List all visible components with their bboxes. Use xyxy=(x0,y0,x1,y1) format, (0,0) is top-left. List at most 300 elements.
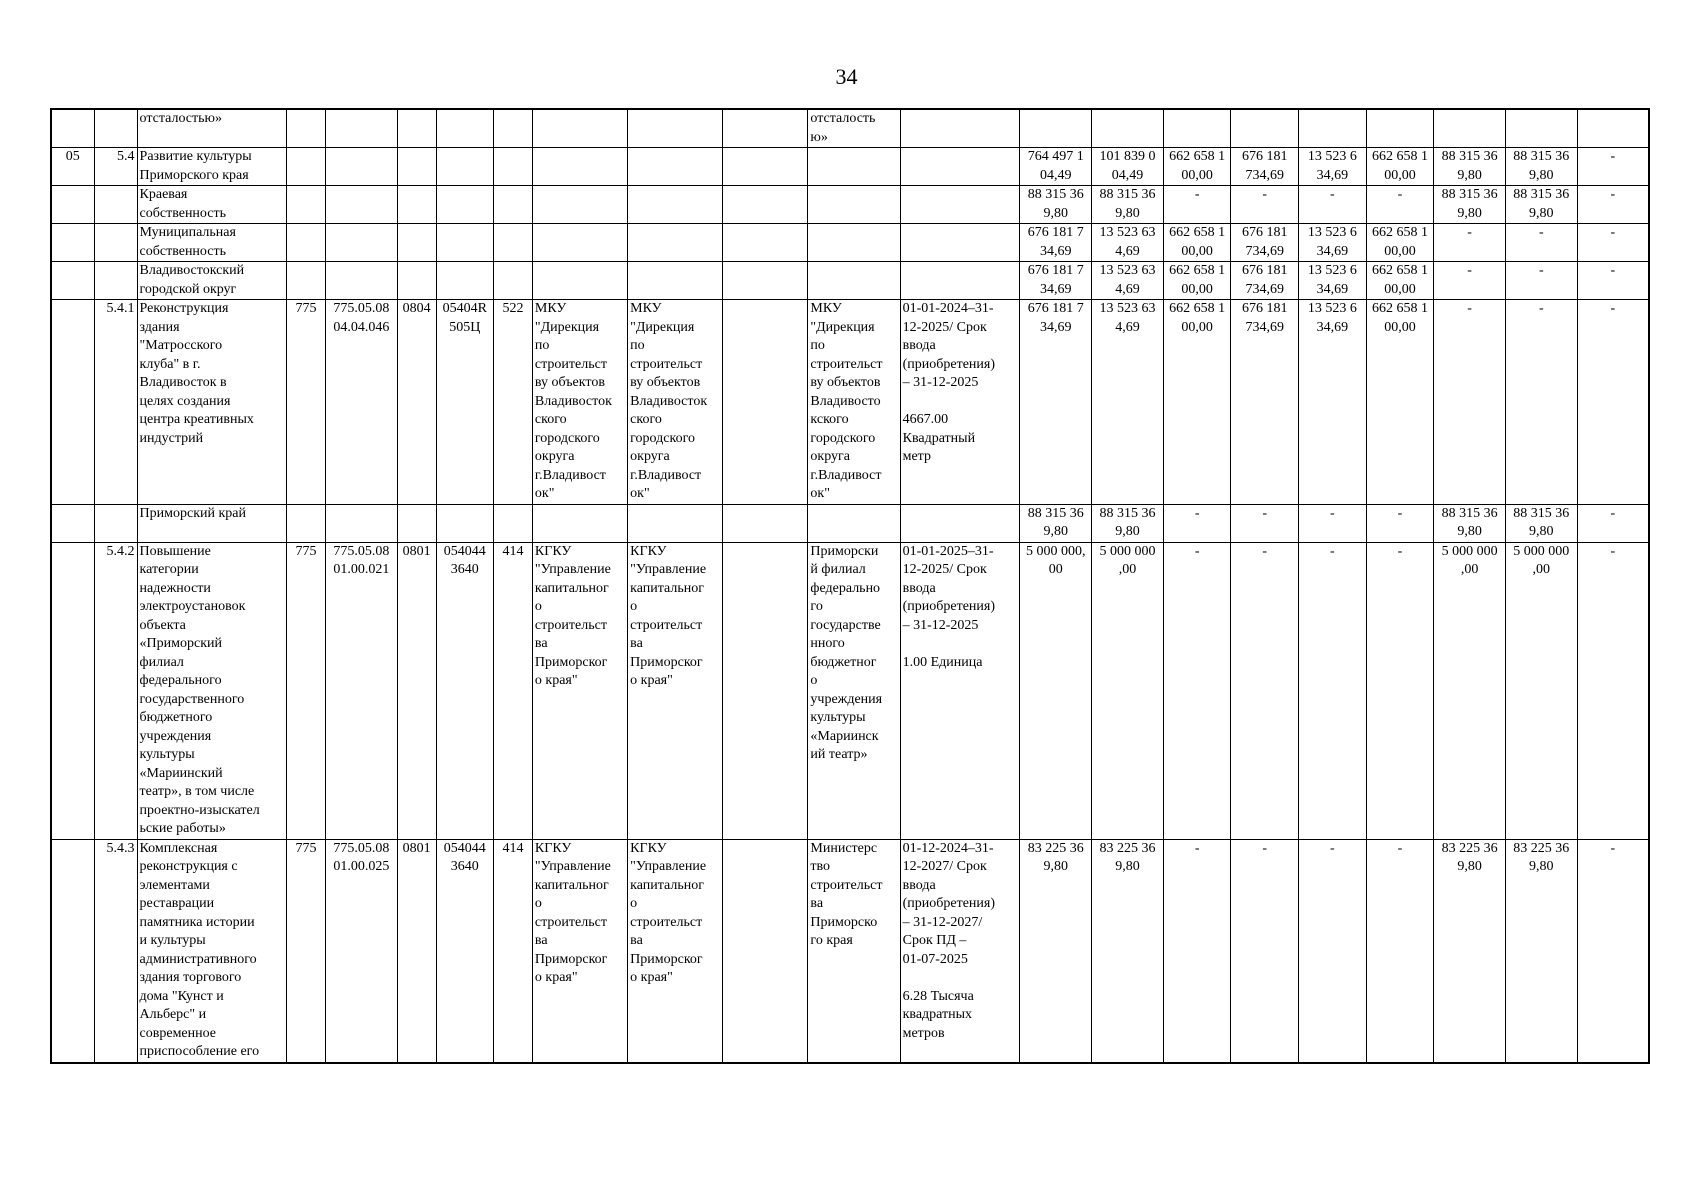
cell-text: 775.05.08 01.00.021 xyxy=(333,543,390,577)
cell-text: - xyxy=(1194,840,1200,856)
table-cell xyxy=(1366,262,1434,300)
table-cell xyxy=(1231,262,1299,300)
table-cell xyxy=(723,504,808,542)
table-cell xyxy=(723,186,808,224)
cell-text: 05 xyxy=(65,149,80,164)
cell-text: 88 315 36 9,80 xyxy=(1513,149,1570,183)
table-cell xyxy=(1092,148,1164,186)
table-cell xyxy=(1163,504,1231,542)
table-cell xyxy=(1505,300,1577,505)
cell-text: 676 181 734,69 xyxy=(1242,225,1288,259)
table-cell xyxy=(1299,300,1367,505)
table-cell xyxy=(808,186,900,224)
table-cell xyxy=(808,148,900,186)
table-cell xyxy=(493,839,532,1063)
cell-text: 0801 xyxy=(402,543,431,559)
cell-text: - xyxy=(1330,187,1335,202)
table-cell xyxy=(723,224,808,262)
cell-text: - xyxy=(1610,543,1616,559)
table-cell xyxy=(436,300,493,505)
cell-text: 5 000 000 ,00 xyxy=(1441,543,1498,577)
table-cell xyxy=(287,542,326,839)
table-cell xyxy=(94,186,137,224)
cell-text: 13 523 6 34,69 xyxy=(1307,263,1357,297)
table-cell xyxy=(397,148,436,186)
table-cell xyxy=(326,504,398,542)
cell-text: - xyxy=(1194,187,1200,202)
table-cell xyxy=(94,542,137,839)
table-cell xyxy=(1020,300,1092,505)
table-cell xyxy=(137,300,287,505)
table-cell xyxy=(900,262,1020,300)
table-row xyxy=(51,504,1649,542)
cell-text: - xyxy=(1538,225,1544,240)
table-cell xyxy=(1299,186,1367,224)
table-cell xyxy=(628,224,723,262)
cell-text: КГКУ "Управление капитальног о строительст ва Приморског о края" xyxy=(630,543,707,688)
table-cell xyxy=(900,504,1020,542)
table-cell xyxy=(1577,224,1649,262)
table-cell xyxy=(287,109,326,148)
table-cell xyxy=(1434,839,1506,1063)
table-cell xyxy=(1092,542,1164,839)
cell-text: - xyxy=(1262,543,1268,559)
cell-text: - xyxy=(1610,301,1616,316)
table-cell xyxy=(900,839,1020,1063)
table-cell xyxy=(1231,839,1299,1063)
table-row xyxy=(51,109,1649,148)
table-cell xyxy=(137,109,287,148)
table-cell xyxy=(51,504,94,542)
cell-text: Приморски й филиал федерально го государстве нного бюджетног о учреждения культуры «Мариинск ий театр» xyxy=(810,543,883,762)
cell-text: 88 315 36 9,80 xyxy=(1513,187,1570,221)
table-cell xyxy=(1434,300,1506,505)
cell-text: 662 658 1 00,00 xyxy=(1169,149,1226,183)
cell-text: - xyxy=(1610,225,1616,240)
cell-text: 01-01-2024–31- 12-2025/ Срок ввода (приобретения) – 31-12-2025 4667.00 Квадратный метр xyxy=(902,301,996,464)
cell-text: 88 315 36 9,80 xyxy=(1027,187,1084,221)
table-cell xyxy=(493,542,532,839)
cell-text: 101 839 0 04,49 xyxy=(1099,149,1156,183)
cell-text: 775.05.08 01.00.025 xyxy=(333,840,390,874)
table-cell xyxy=(1231,504,1299,542)
table-cell xyxy=(326,148,398,186)
cell-text: 775 xyxy=(295,543,317,559)
table-cell xyxy=(1577,504,1649,542)
table-cell xyxy=(436,839,493,1063)
cell-text: 13 523 63 4,69 xyxy=(1099,263,1156,297)
table-cell xyxy=(51,300,94,505)
table-cell xyxy=(532,186,627,224)
budget-table xyxy=(50,108,1650,1064)
table-cell xyxy=(1299,109,1367,148)
table-cell xyxy=(287,148,326,186)
cell-text: 88 315 36 9,80 xyxy=(1099,187,1156,221)
cell-text: Краевая собственность xyxy=(139,187,226,221)
table-cell xyxy=(1231,300,1299,505)
cell-text: - xyxy=(1330,840,1335,856)
cell-text: отсталость ю» xyxy=(810,111,876,145)
table-cell xyxy=(1505,262,1577,300)
table-cell xyxy=(1434,148,1506,186)
table-cell xyxy=(1020,186,1092,224)
table-cell xyxy=(1505,109,1577,148)
cell-text: 775 xyxy=(295,301,317,316)
table-cell xyxy=(51,262,94,300)
cell-text: 88 315 36 9,80 xyxy=(1099,505,1156,539)
table-cell xyxy=(628,300,723,505)
table-cell xyxy=(1366,300,1434,505)
table-cell xyxy=(1163,148,1231,186)
cell-text: 88 315 36 9,80 xyxy=(1441,149,1498,183)
table-cell xyxy=(493,224,532,262)
cell-text: - xyxy=(1262,505,1268,521)
table-cell xyxy=(1366,839,1434,1063)
table-cell xyxy=(436,186,493,224)
table-cell xyxy=(287,300,326,505)
cell-text: 676 181 7 34,69 xyxy=(1027,263,1084,297)
table-cell xyxy=(1231,148,1299,186)
table-cell xyxy=(287,186,326,224)
table-cell xyxy=(1577,542,1649,839)
cell-text: - xyxy=(1262,187,1268,202)
table-cell xyxy=(1434,109,1506,148)
table-cell xyxy=(808,504,900,542)
table-cell xyxy=(1366,186,1434,224)
table-cell xyxy=(1505,148,1577,186)
table-cell xyxy=(1299,224,1367,262)
cell-text: 775.05.08 04.04.046 xyxy=(333,301,390,335)
table-row xyxy=(51,542,1649,839)
table-cell xyxy=(1299,504,1367,542)
table-cell xyxy=(808,300,900,505)
cell-text: 5.4 xyxy=(117,149,135,164)
table-cell xyxy=(1299,839,1367,1063)
table-cell xyxy=(287,504,326,542)
table-cell xyxy=(397,542,436,839)
table-cell xyxy=(1434,262,1506,300)
cell-text: - xyxy=(1467,225,1472,240)
table-cell xyxy=(326,300,398,505)
table-cell xyxy=(900,224,1020,262)
table-cell xyxy=(723,148,808,186)
cell-text: 01-12-2024–31- 12-2027/ Срок ввода (приобретения) – 31-12-2027/ Срок ПД – 01-07-2025 6.28 Тысяча квадратных метров xyxy=(902,840,996,1041)
table-cell xyxy=(287,839,326,1063)
cell-text: 13 523 6 34,69 xyxy=(1307,149,1357,183)
table-cell xyxy=(1163,839,1231,1063)
table-cell xyxy=(723,542,808,839)
table-cell xyxy=(628,109,723,148)
cell-text: 13 523 63 4,69 xyxy=(1099,225,1156,259)
cell-text: - xyxy=(1610,505,1616,521)
table-row xyxy=(51,224,1649,262)
cell-text: Приморский край xyxy=(139,505,247,521)
table-cell xyxy=(1092,224,1164,262)
table-cell xyxy=(397,109,436,148)
cell-text: 662 658 1 00,00 xyxy=(1371,301,1428,335)
cell-text: 054044 3640 xyxy=(443,840,486,874)
cell-text: 88 315 36 9,80 xyxy=(1513,505,1570,539)
table-cell xyxy=(94,504,137,542)
table-cell xyxy=(137,542,287,839)
cell-text: 676 181 734,69 xyxy=(1242,301,1288,335)
cell-text: 676 181 7 34,69 xyxy=(1027,225,1084,259)
table-cell xyxy=(1020,262,1092,300)
cell-text: 5 000 000 ,00 xyxy=(1099,543,1156,577)
cell-text: КГКУ "Управление капитальног о строительст ва Приморског о края" xyxy=(534,543,611,688)
cell-text: Министерс тво строительст ва Приморско го края xyxy=(810,840,883,948)
cell-text: 662 658 1 00,00 xyxy=(1371,263,1428,297)
table-cell xyxy=(1505,839,1577,1063)
table-cell xyxy=(628,504,723,542)
table-row xyxy=(51,262,1649,300)
table-cell xyxy=(1577,148,1649,186)
table-cell xyxy=(1299,262,1367,300)
table-cell xyxy=(1163,109,1231,148)
table-cell xyxy=(137,839,287,1063)
cell-text: 662 658 1 00,00 xyxy=(1169,301,1226,335)
table-cell xyxy=(493,262,532,300)
table-cell xyxy=(628,542,723,839)
cell-text: - xyxy=(1397,505,1403,521)
cell-text: Реконструкция здания "Матросского клуба" в г. Владивосток в целях создания центра креативных индустрий xyxy=(139,301,254,446)
cell-text: 5.4.3 xyxy=(106,840,135,856)
table-cell xyxy=(1299,542,1367,839)
table-cell xyxy=(436,262,493,300)
table-cell xyxy=(94,148,137,186)
cell-text: 01-01-2025–31- 12-2025/ Срок ввода (приобретения) – 31-12-2025 1.00 Единица xyxy=(902,543,996,670)
table-cell xyxy=(1020,148,1092,186)
cell-text: КГКУ "Управление капитальног о строительст ва Приморског о края" xyxy=(534,840,611,985)
table-cell xyxy=(532,224,627,262)
table-row xyxy=(51,300,1649,505)
table-cell xyxy=(94,224,137,262)
table-cell xyxy=(1366,224,1434,262)
table-cell xyxy=(51,839,94,1063)
table-cell xyxy=(1577,109,1649,148)
cell-text: - xyxy=(1262,840,1268,856)
cell-text: 775 xyxy=(295,840,317,856)
cell-text: МКУ "Дирекция по строительст ву объектов Владивосток ского городского округа г.Владивост ок" xyxy=(534,301,612,501)
cell-text: 662 658 1 00,00 xyxy=(1169,225,1226,259)
cell-text: 676 181 734,69 xyxy=(1242,263,1288,297)
cell-text: 414 xyxy=(502,543,524,559)
cell-text: 662 658 1 00,00 xyxy=(1371,149,1428,183)
cell-text: - xyxy=(1538,263,1544,278)
table-cell xyxy=(397,224,436,262)
table-cell xyxy=(808,839,900,1063)
table-cell xyxy=(723,300,808,505)
cell-text: 83 225 36 9,80 xyxy=(1099,840,1156,874)
table-cell xyxy=(326,839,398,1063)
table-cell xyxy=(1020,839,1092,1063)
table-cell xyxy=(137,148,287,186)
table-cell xyxy=(1163,542,1231,839)
cell-text: Владивостокский городской округ xyxy=(139,263,245,297)
table-cell xyxy=(900,148,1020,186)
table-cell xyxy=(1092,839,1164,1063)
table-cell xyxy=(1505,186,1577,224)
table-cell xyxy=(900,542,1020,839)
cell-text: 0801 xyxy=(402,840,431,856)
table-cell xyxy=(532,300,627,505)
table-cell xyxy=(628,262,723,300)
table-cell xyxy=(1577,186,1649,224)
cell-text: - xyxy=(1610,840,1616,856)
table-cell xyxy=(287,224,326,262)
table-cell xyxy=(1366,504,1434,542)
table-cell xyxy=(94,839,137,1063)
table-cell xyxy=(397,504,436,542)
cell-text: МКУ "Дирекция по строительст ву объектов Владивосток ского городского округа г.Владивост ок" xyxy=(630,301,708,501)
table-cell xyxy=(51,224,94,262)
table-cell xyxy=(1577,839,1649,1063)
table-cell xyxy=(493,504,532,542)
table-cell xyxy=(326,542,398,839)
cell-text: 83 225 36 9,80 xyxy=(1027,840,1084,874)
table-cell xyxy=(628,839,723,1063)
table-cell xyxy=(1163,262,1231,300)
table-cell xyxy=(1092,504,1164,542)
cell-text: 764 497 1 04,49 xyxy=(1027,149,1084,183)
table-cell xyxy=(808,109,900,148)
cell-text: 5.4.2 xyxy=(106,543,135,559)
table-row xyxy=(51,148,1649,186)
table-cell xyxy=(287,262,326,300)
cell-text: 88 315 36 9,80 xyxy=(1441,505,1498,539)
cell-text: - xyxy=(1194,505,1200,521)
table-cell xyxy=(1434,186,1506,224)
cell-text: 676 181 7 34,69 xyxy=(1027,301,1084,335)
cell-text: - xyxy=(1194,543,1200,559)
cell-text: 054044 3640 xyxy=(443,543,486,577)
table-cell xyxy=(532,148,627,186)
table-cell xyxy=(326,262,398,300)
table-cell xyxy=(1231,542,1299,839)
table-cell xyxy=(1434,504,1506,542)
table-cell xyxy=(1577,262,1649,300)
cell-text: 13 523 6 34,69 xyxy=(1307,225,1357,259)
table-cell xyxy=(94,300,137,505)
cell-text: 5 000 000, 00 xyxy=(1026,543,1086,577)
table-cell xyxy=(94,262,137,300)
table-cell xyxy=(808,542,900,839)
cell-text: 83 225 36 9,80 xyxy=(1513,840,1570,874)
table-cell xyxy=(1231,224,1299,262)
table-cell xyxy=(436,504,493,542)
table-cell xyxy=(1577,300,1649,505)
table-cell xyxy=(1505,504,1577,542)
table-cell xyxy=(94,109,137,148)
table-cell xyxy=(1020,504,1092,542)
cell-text: 662 658 1 00,00 xyxy=(1371,225,1428,259)
table-cell xyxy=(51,148,94,186)
cell-text: Повышение категории надежности электроустановок объекта «Приморский филиал федерального государственного бюджетного учреждения культуры «Мариинский театр», в том числе проектно-изыскател ьские работы» xyxy=(139,543,260,836)
table-cell xyxy=(137,224,287,262)
table-cell xyxy=(397,300,436,505)
cell-text: 522 xyxy=(502,301,524,316)
cell-text: 83 225 36 9,80 xyxy=(1441,840,1498,874)
table-cell xyxy=(326,109,398,148)
table-cell xyxy=(436,109,493,148)
table-cell xyxy=(397,262,436,300)
table-cell xyxy=(326,224,398,262)
table-cell xyxy=(436,148,493,186)
cell-text: Комплексная реконструкция с элементами реставрации памятника истории и культуры административного здания торгового дома "Кунст и Альберс" и современное приспособление его xyxy=(139,840,260,1059)
cell-text: - xyxy=(1610,187,1616,202)
table-cell xyxy=(532,542,627,839)
table-cell xyxy=(532,504,627,542)
table-cell xyxy=(1092,109,1164,148)
cell-text: Развитие культуры Приморского края xyxy=(139,149,252,183)
cell-text: отсталостью» xyxy=(139,111,222,126)
table-cell xyxy=(493,186,532,224)
table-cell xyxy=(1092,300,1164,505)
table-cell xyxy=(1020,224,1092,262)
cell-text: 0804 xyxy=(402,301,431,316)
table-cell xyxy=(51,542,94,839)
table-cell xyxy=(723,109,808,148)
table-cell xyxy=(1434,542,1506,839)
cell-text: 88 315 36 9,80 xyxy=(1441,187,1498,221)
table-cell xyxy=(1505,542,1577,839)
cell-text: - xyxy=(1610,149,1616,164)
table-cell xyxy=(1366,542,1434,839)
cell-text: 5.4.1 xyxy=(106,301,135,316)
cell-text: - xyxy=(1397,543,1403,559)
cell-text: - xyxy=(1610,263,1616,278)
table-cell xyxy=(436,542,493,839)
cell-text: КГКУ "Управление капитальног о строительст ва Приморског о края" xyxy=(630,840,707,985)
cell-text: МКУ "Дирекция по строительст ву объектов Владивосто кского городского округа г.Владивост ок" xyxy=(810,301,883,501)
table-cell xyxy=(137,504,287,542)
table-cell xyxy=(1366,109,1434,148)
table-cell xyxy=(397,186,436,224)
table-cell xyxy=(137,262,287,300)
table-cell xyxy=(900,300,1020,505)
table-cell xyxy=(493,300,532,505)
cell-text: 662 658 1 00,00 xyxy=(1169,263,1226,297)
cell-text: 13 523 63 4,69 xyxy=(1099,301,1156,335)
cell-text: - xyxy=(1467,263,1472,278)
table-cell xyxy=(1163,300,1231,505)
table-cell xyxy=(1163,224,1231,262)
cell-text: 5 000 000 ,00 xyxy=(1513,543,1570,577)
table-cell xyxy=(493,148,532,186)
table-cell xyxy=(51,109,94,148)
table-row xyxy=(51,186,1649,224)
table-cell xyxy=(1231,186,1299,224)
cell-text: - xyxy=(1538,301,1544,316)
cell-text: - xyxy=(1397,187,1403,202)
table-cell xyxy=(397,839,436,1063)
table-cell xyxy=(808,262,900,300)
table-cell xyxy=(808,224,900,262)
table-cell xyxy=(326,186,398,224)
cell-text: 88 315 36 9,80 xyxy=(1027,505,1084,539)
table-cell xyxy=(137,186,287,224)
table-cell xyxy=(1092,186,1164,224)
cell-text: 676 181 734,69 xyxy=(1242,149,1288,183)
table-cell xyxy=(1231,109,1299,148)
table-cell xyxy=(723,839,808,1063)
cell-text: - xyxy=(1330,505,1335,521)
cell-text: - xyxy=(1467,301,1472,316)
table-cell xyxy=(1366,148,1434,186)
table-row xyxy=(51,839,1649,1063)
table-cell xyxy=(1505,224,1577,262)
table-cell xyxy=(1020,109,1092,148)
